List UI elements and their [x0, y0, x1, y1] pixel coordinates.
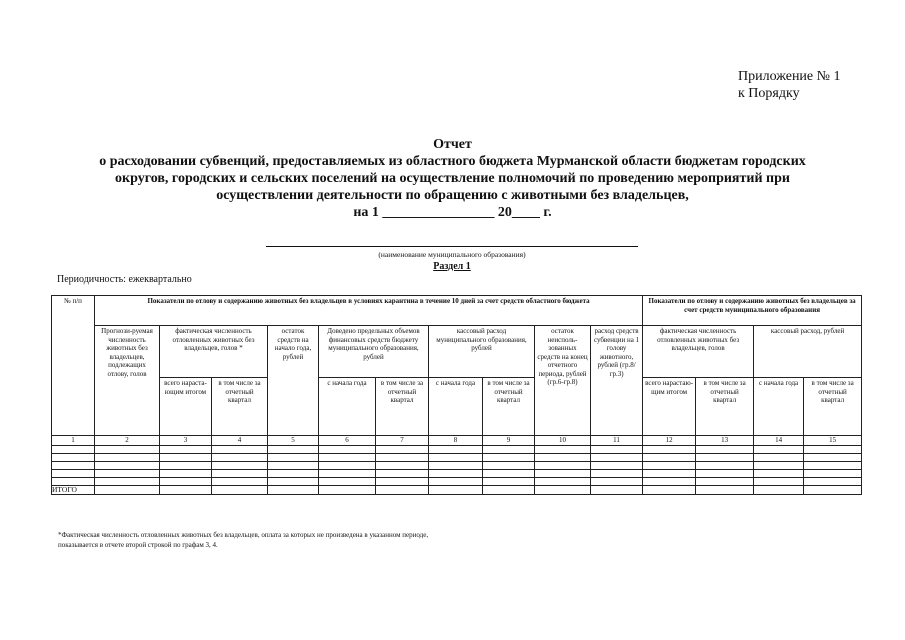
subheader-total-cumulative: всего нараста-ющим итогом — [160, 378, 212, 436]
column-number: 4 — [212, 436, 268, 446]
column-number: 5 — [268, 436, 319, 446]
subheader-in-quarter: в том числе за отчетный квартал — [376, 378, 429, 436]
report-table — [51, 295, 862, 495]
col-header-expense-per-head: расход средств субвенции на 1 голову животного, рублей (гр.8/гр.3) — [591, 326, 643, 436]
col-header-funds-brought: Доведено предельных объемов финансовых средств бюджету муниципального образования, рублей — [319, 326, 429, 378]
column-number: 7 — [376, 436, 429, 446]
table-row — [52, 477, 862, 485]
column-number: 15 — [804, 436, 862, 446]
column-number: 10 — [535, 436, 591, 446]
group-header-regional: Показатели по отлову и содержанию животных без владельцев в условиях карантина в течение 10 дней за счет средств областного бюджета — [95, 296, 643, 326]
col-header-actual-count-municipal: фактическая численность отловленных животных без владельцев, голов — [643, 326, 754, 378]
title-line-2: округов, городских и сельских поселений на осуществление полномочий по проведению мероприятий при — [115, 171, 790, 186]
column-number: 1 — [52, 436, 95, 446]
report-title — [40, 136, 865, 221]
group-header-municipal: Показатели по отлову и содержанию животных без владельцев за счет средств муниципального образования — [643, 296, 862, 326]
column-number: 13 — [696, 436, 754, 446]
column-number: 8 — [429, 436, 483, 446]
footnote-line-1: *Фактическая численность отловленных животных без владельцев, оплата за которых не произведена в указанном периоде, — [58, 531, 429, 539]
col-header-cash-expense-municipal: кассовый расход, рублей — [754, 326, 862, 378]
col-header-actual-count: фактическая численность отловленных животных без владельцев, голов * — [160, 326, 268, 378]
total-label: ИТОГО — [52, 485, 95, 495]
column-number: 11 — [591, 436, 643, 446]
col-header-no: № п/п — [52, 296, 95, 436]
section-title: Раздел 1 — [433, 261, 471, 272]
subheader-since-year-start: с начала года — [754, 378, 804, 436]
col-header-cash-expense: кассовый расход муниципального образования, рублей — [429, 326, 535, 378]
title-heading: Отчет — [433, 137, 472, 152]
title-line-3: осуществлении деятельности по обращению с животными без владельцев, — [216, 188, 689, 203]
table-row — [52, 461, 862, 469]
subheader-in-quarter: в том числе за отчетный квартал — [483, 378, 535, 436]
table-row — [52, 445, 862, 453]
appendix-line-1: Приложение № 1 — [738, 69, 841, 84]
column-number: 12 — [643, 436, 696, 446]
subheader-since-year-start: с начала года — [319, 378, 376, 436]
column-number: 3 — [160, 436, 212, 446]
footnote-line-2: показывается в отчете второй строкой по графам 3, 4. — [58, 541, 218, 549]
appendix-line-2: к Порядку — [738, 86, 800, 101]
table-row — [52, 469, 862, 477]
col-header-forecast: Прогнози-руемая численность животных без владельцев, подлежащих отлову, голов — [95, 326, 160, 436]
subheader-since-year-start: с начала года — [429, 378, 483, 436]
appendix-label — [738, 68, 841, 102]
subheader-total-cumulative: всего нарастаю-щим итогом — [643, 378, 696, 436]
municipality-blank-line — [266, 246, 638, 247]
total-row — [52, 485, 862, 495]
subheader-in-quarter: в том числе за отчетный квартал — [804, 378, 862, 436]
footnote — [58, 530, 578, 550]
column-number: 9 — [483, 436, 535, 446]
column-number: 14 — [754, 436, 804, 446]
title-line-1: о расходовании субвенций, предоставляемых из областного бюджета Мурманской области бюджетам городских — [99, 154, 806, 169]
subheader-in-quarter: в том числе за отчетный квартал — [212, 378, 268, 436]
municipality-caption: (наименование муниципального образования) — [378, 250, 526, 259]
table-row — [52, 453, 862, 461]
col-header-balance-start: остаток средств на начало года, рублей — [268, 326, 319, 436]
column-number-row — [52, 436, 862, 446]
periodicity: Периодичность: ежеквартально — [57, 274, 192, 285]
column-number: 6 — [319, 436, 376, 446]
column-number: 2 — [95, 436, 160, 446]
report-date-line: на 1 ________________ 20____ г. — [353, 205, 552, 220]
col-header-unused-balance: остаток неисполь-зованных средств на конец отчетного периода, рублей (гр.6-гр.8) — [535, 326, 591, 436]
subheader-in-quarter: в том числе за отчетный квартал — [696, 378, 754, 436]
